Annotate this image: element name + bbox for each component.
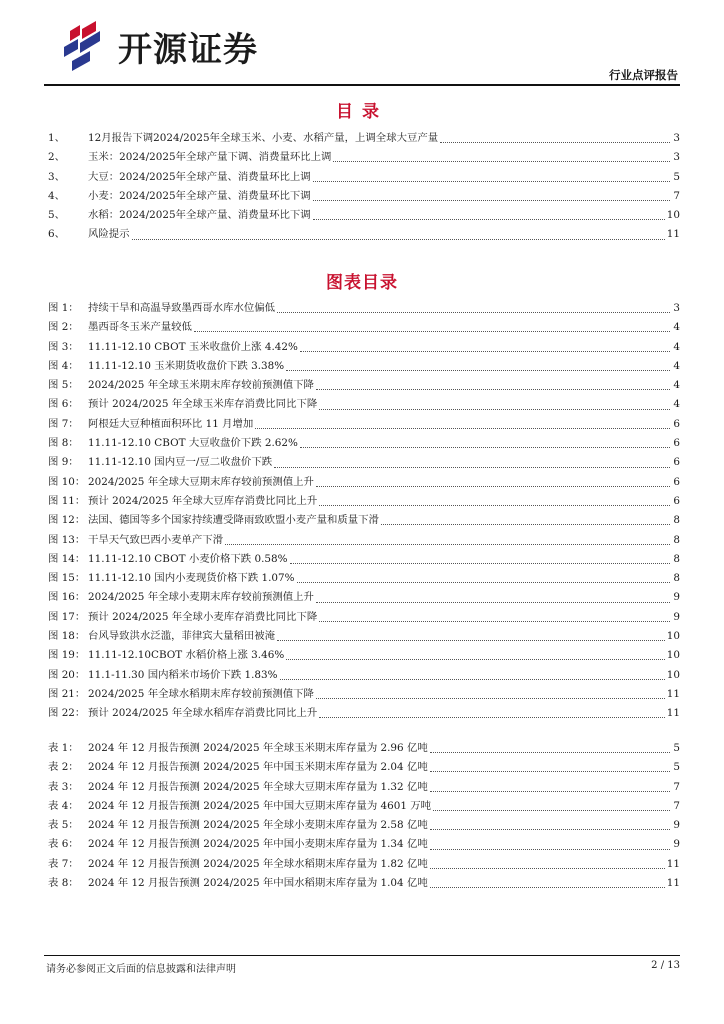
figure-entry-text: 预计 2024/2025 年全球大豆库存消费比同比上升 — [88, 494, 318, 507]
toc-entry[interactable] — [48, 225, 680, 244]
figure-entry-number: 图 3： — [48, 340, 79, 353]
figure-entry-page: 8 — [673, 572, 680, 585]
figure-entry-number: 图 5： — [48, 379, 79, 392]
figure-entry[interactable] — [48, 646, 680, 665]
table-entry-text: 2024 年 12 月报告预测 2024/2025 年中国玉米期末库存量为 2.04 亿吨 — [88, 761, 428, 774]
table-list — [48, 739, 680, 893]
dot-leader — [430, 868, 665, 869]
figure-entry[interactable] — [48, 338, 680, 357]
figure-entry-text: 墨西哥冬玉米产量较低 — [88, 321, 192, 334]
toc-entry-page: 5 — [673, 170, 680, 183]
toc-list — [48, 129, 680, 245]
table-entry[interactable] — [48, 797, 680, 816]
figure-entry-number: 图 13： — [48, 533, 86, 546]
dot-leader — [194, 331, 670, 332]
figure-entry[interactable] — [48, 453, 680, 472]
table-entry-text: 2024 年 12 月报告预测 2024/2025 年全球小麦期末库存量为 2.58 亿吨 — [88, 819, 428, 832]
dot-leader — [286, 370, 670, 371]
dot-leader — [313, 181, 670, 182]
toc-entry-text: 12月报告下调2024/2025年全球玉米、小麦、水稻产量，上调全球大豆产量 — [88, 132, 439, 144]
figure-entry-page: 10 — [666, 668, 680, 681]
footer-divider — [44, 955, 680, 956]
table-entry-page: 11 — [666, 877, 680, 890]
figure-entry-page: 6 — [673, 417, 680, 430]
figure-entry-page: 3 — [673, 302, 680, 314]
figure-entry-page: 9 — [673, 610, 680, 623]
dot-leader — [277, 312, 670, 313]
table-entry-page: 5 — [673, 742, 680, 754]
figure-entry-page: 6 — [673, 475, 680, 488]
toc-entry-page: 3 — [673, 151, 680, 164]
figure-entry[interactable] — [48, 357, 680, 376]
toc-entry-text: 风险提示 — [88, 228, 130, 241]
figure-entry-number: 图 20： — [48, 668, 86, 681]
figure-entry-number: 图 9： — [48, 456, 79, 469]
toc-entry-number: 1、 — [48, 132, 66, 144]
figure-list — [48, 299, 680, 724]
dot-leader — [440, 142, 670, 143]
figure-entry[interactable] — [48, 685, 680, 704]
dot-leader — [313, 200, 670, 201]
table-entry-page: 7 — [673, 780, 680, 793]
figure-entry-number: 图 8： — [48, 437, 79, 450]
dot-leader — [430, 791, 670, 792]
figure-entry-page: 6 — [673, 437, 680, 450]
figure-entry-page: 6 — [673, 456, 680, 469]
logo-text: 开源证券 — [118, 29, 258, 70]
toc-entry[interactable] — [48, 168, 680, 187]
figure-entry-text: 11.11-12.10 CBOT 大豆收盘价下跌 2.62% — [88, 437, 298, 450]
dot-leader — [300, 351, 670, 352]
toc-entry[interactable] — [48, 129, 680, 148]
table-entry[interactable] — [48, 739, 680, 758]
figure-entry-page: 8 — [673, 533, 680, 546]
table-entry-text: 2024 年 12 月报告预测 2024/2025 年全球大豆期末库存量为 1.32 亿吨 — [88, 780, 428, 793]
figure-entry-page: 11 — [666, 687, 680, 700]
figure-entry-number: 图 15： — [48, 572, 86, 585]
figure-entry-page: 11 — [666, 707, 680, 720]
dot-leader — [255, 428, 670, 429]
figure-entry-text: 干旱天气致巴西小麦单产下滑 — [88, 533, 224, 546]
figure-entry-number: 图 2： — [48, 321, 79, 334]
figure-entry-text: 预计 2024/2025 年全球水稻库存消费比同比上升 — [88, 707, 318, 720]
figure-entry-number: 图 6： — [48, 398, 79, 411]
figure-entry-text: 预计 2024/2025 年全球小麦库存消费比同比下降 — [88, 610, 318, 623]
table-entry-text: 2024 年 12 月报告预测 2024/2025 年中国大豆期末库存量为 4601 万吨 — [88, 799, 432, 812]
toc-entry[interactable] — [48, 148, 680, 167]
toc-entry[interactable] — [48, 206, 680, 225]
toc-title: 目录 — [336, 102, 388, 122]
table-entry-number: 表 3： — [48, 780, 79, 793]
figure-entry-number: 图 22： — [48, 707, 86, 720]
figure-entry-text: 台风导致洪水泛滥，菲律宾大量稻田被淹 — [88, 630, 276, 643]
toc-entry-text: 玉米：2024/2025年全球产量下调、消费量环比上调 — [88, 151, 332, 164]
dot-leader — [132, 239, 665, 240]
dot-leader — [274, 467, 670, 468]
toc-entry-number: 2、 — [48, 151, 66, 164]
table-entry[interactable] — [48, 855, 680, 874]
figure-entry[interactable] — [48, 434, 680, 453]
figure-entry-text: 2024/2025 年全球小麦期末库存较前预测值上升 — [88, 591, 314, 604]
table-entry-page: 7 — [673, 799, 680, 812]
figure-entry-page: 4 — [673, 340, 680, 353]
figure-entry-text: 2024/2025 年全球玉米期末库存较前预测值下降 — [88, 379, 314, 392]
dot-leader — [430, 752, 670, 753]
toc-entry-number: 3、 — [48, 170, 66, 183]
dot-leader — [319, 621, 670, 622]
dot-leader — [430, 887, 665, 888]
dot-leader — [297, 582, 670, 583]
figure-entry-number: 图 10： — [48, 475, 86, 488]
figure-entry-text: 11.11-12.10CBOT 水稻价格上涨 3.46% — [88, 649, 285, 662]
table-entry-number: 表 7： — [48, 857, 79, 870]
figure-entry-page: 6 — [673, 494, 680, 507]
figures-title: 图表目录 — [326, 273, 398, 293]
figure-entry-number: 图 16： — [48, 591, 86, 604]
table-entry-number: 表 2： — [48, 761, 79, 774]
dot-leader — [286, 659, 665, 660]
figure-entry-page: 4 — [673, 359, 680, 372]
dot-leader — [277, 640, 665, 641]
figure-entry-page: 4 — [673, 379, 680, 392]
toc-entry-text: 小麦：2024/2025年全球产量、消费量环比下调 — [88, 189, 311, 202]
toc-entry-text: 水稻：2024/2025年全球产量、消费量环比下调 — [88, 209, 311, 222]
dot-leader — [316, 389, 670, 390]
table-entry[interactable] — [48, 778, 680, 797]
table-entry[interactable] — [48, 835, 680, 854]
table-entry-text: 2024 年 12 月报告预测 2024/2025 年全球水稻期末库存量为 1.82 亿吨 — [88, 857, 428, 870]
dot-leader — [430, 829, 670, 830]
header-divider — [44, 84, 680, 86]
dot-leader — [316, 698, 665, 699]
figure-entry[interactable] — [48, 666, 680, 685]
figure-entry-number: 图 14： — [48, 552, 86, 565]
dot-leader — [225, 544, 670, 545]
table-entry-text: 2024 年 12 月报告预测 2024/2025 年中国小麦期末库存量为 1.34 亿吨 — [88, 838, 428, 851]
figure-entry[interactable] — [48, 569, 680, 588]
table-entry-page: 5 — [673, 761, 680, 774]
figure-entry[interactable] — [48, 376, 680, 395]
figure-entry[interactable] — [48, 531, 680, 550]
toc-entry-page: 11 — [666, 228, 680, 241]
dot-leader — [280, 679, 665, 680]
figure-entry-page: 9 — [673, 591, 680, 604]
table-entry-page: 9 — [673, 819, 680, 832]
figure-entry-page: 10 — [666, 630, 680, 643]
table-entry[interactable] — [48, 874, 680, 893]
figure-entry[interactable] — [48, 473, 680, 492]
figure-entry-number: 图 18： — [48, 630, 86, 643]
figure-entry[interactable] — [48, 318, 680, 337]
figure-entry[interactable] — [48, 550, 680, 569]
table-entry-number: 表 6： — [48, 838, 79, 851]
toc-entry-number: 5、 — [48, 209, 66, 222]
figure-entry-text: 11.11-12.10 CBOT 小麦价格下跌 0.58% — [88, 552, 288, 565]
figure-entry-page: 8 — [673, 552, 680, 565]
figure-entry-page: 8 — [673, 514, 680, 527]
toc-entry[interactable] — [48, 187, 680, 206]
figure-entry-text: 阿根廷大豆种植面积环比 11 月增加 — [88, 417, 254, 430]
dot-leader — [430, 849, 670, 850]
page-number: 2 / 13 — [651, 960, 680, 971]
figure-entry-text: 2024/2025 年全球大豆期末库存较前预测值上升 — [88, 475, 314, 488]
figure-entry-text: 11.11-12.10 国内豆一/豆二收盘价下跌 — [88, 456, 273, 469]
footer-disclaimer: 请务必参阅正文后面的信息披露和法律声明 — [46, 964, 236, 975]
dot-leader — [319, 409, 670, 410]
figure-entry-number: 图 11： — [48, 494, 86, 507]
table-entry-number: 表 4： — [48, 799, 79, 812]
dot-leader — [333, 161, 670, 162]
figure-entry[interactable] — [48, 511, 680, 530]
dot-leader — [319, 505, 670, 506]
table-entry-number: 表 1： — [48, 742, 79, 754]
figure-entry-text: 预计 2024/2025 年全球玉米库存消费比同比下降 — [88, 398, 318, 411]
figure-entry-text: 11.11-12.10 玉米期货收盘价下跌 3.38% — [88, 359, 285, 372]
table-entry-page: 11 — [666, 857, 680, 870]
table-entry-number: 表 8： — [48, 877, 79, 890]
dot-leader — [290, 563, 671, 564]
dot-leader — [316, 602, 670, 603]
dot-leader — [313, 219, 665, 220]
toc-entry-page: 10 — [666, 209, 680, 222]
dot-leader — [381, 524, 670, 525]
toc-entry-text: 大豆：2024/2025年全球产量、消费量环比上调 — [88, 170, 311, 183]
figure-entry-number: 图 4： — [48, 359, 79, 372]
figure-entry[interactable] — [48, 395, 680, 414]
figure-entry-text: 法国、德国等多个国家持续遭受降雨致欧盟小麦产量和质量下滑 — [88, 514, 379, 527]
toc-entry-number: 6、 — [48, 228, 66, 241]
table-entry[interactable] — [48, 758, 680, 777]
table-entry-text: 2024 年 12 月报告预测 2024/2025 年中国水稻期末库存量为 1.04 亿吨 — [88, 877, 428, 890]
figure-entry-text: 2024/2025 年全球水稻期末库存较前预测值下降 — [88, 687, 314, 700]
company-logo — [56, 16, 258, 76]
dot-leader — [300, 447, 670, 448]
figure-entry-number: 图 12： — [48, 514, 86, 527]
figure-entry[interactable] — [48, 627, 680, 646]
report-type: 行业点评报告 — [609, 68, 678, 82]
figure-entry[interactable] — [48, 299, 680, 318]
figure-entry-number: 图 19： — [48, 649, 86, 662]
dot-leader — [433, 810, 670, 811]
figure-entry-text: 11.11-12.10 CBOT 玉米收盘价上涨 4.42% — [88, 340, 298, 353]
table-entry-text: 2024 年 12 月报告预测 2024/2025 年全球玉米期末库存量为 2.96 亿吨 — [88, 742, 428, 754]
figure-entry-number: 图 7： — [48, 417, 79, 430]
figure-entry-text: 持续干旱和高温导致墨西哥水库水位偏低 — [88, 302, 276, 314]
figure-entry-page: 10 — [666, 649, 680, 662]
figure-entry-page: 4 — [673, 398, 680, 411]
table-entry-page: 9 — [673, 838, 680, 851]
toc-entry-number: 4、 — [48, 189, 66, 202]
table-entry[interactable] — [48, 816, 680, 835]
toc-entry-page: 3 — [673, 132, 680, 144]
table-entry-number: 表 5： — [48, 819, 79, 832]
toc-entry-page: 7 — [673, 189, 680, 202]
dot-leader — [430, 771, 670, 772]
figure-entry[interactable] — [48, 704, 680, 723]
figure-entry-page: 4 — [673, 321, 680, 334]
figure-entry-number: 图 17： — [48, 610, 86, 623]
figure-entry[interactable] — [48, 608, 680, 627]
kaiyuan-logo-icon — [56, 17, 114, 75]
figure-entry[interactable] — [48, 492, 680, 511]
figure-entry[interactable] — [48, 415, 680, 434]
dot-leader — [319, 717, 665, 718]
page-header — [44, 12, 680, 82]
figure-entry-number: 图 1： — [48, 302, 79, 314]
figure-entry-text: 11.11-12.10 国内小麦现货价格下跌 1.07% — [88, 572, 295, 585]
figure-entry-text: 11.1-11.30 国内稻米市场价下跌 1.83% — [88, 668, 278, 681]
dot-leader — [316, 486, 670, 487]
figure-entry[interactable] — [48, 588, 680, 607]
figure-entry-number: 图 21： — [48, 687, 86, 700]
